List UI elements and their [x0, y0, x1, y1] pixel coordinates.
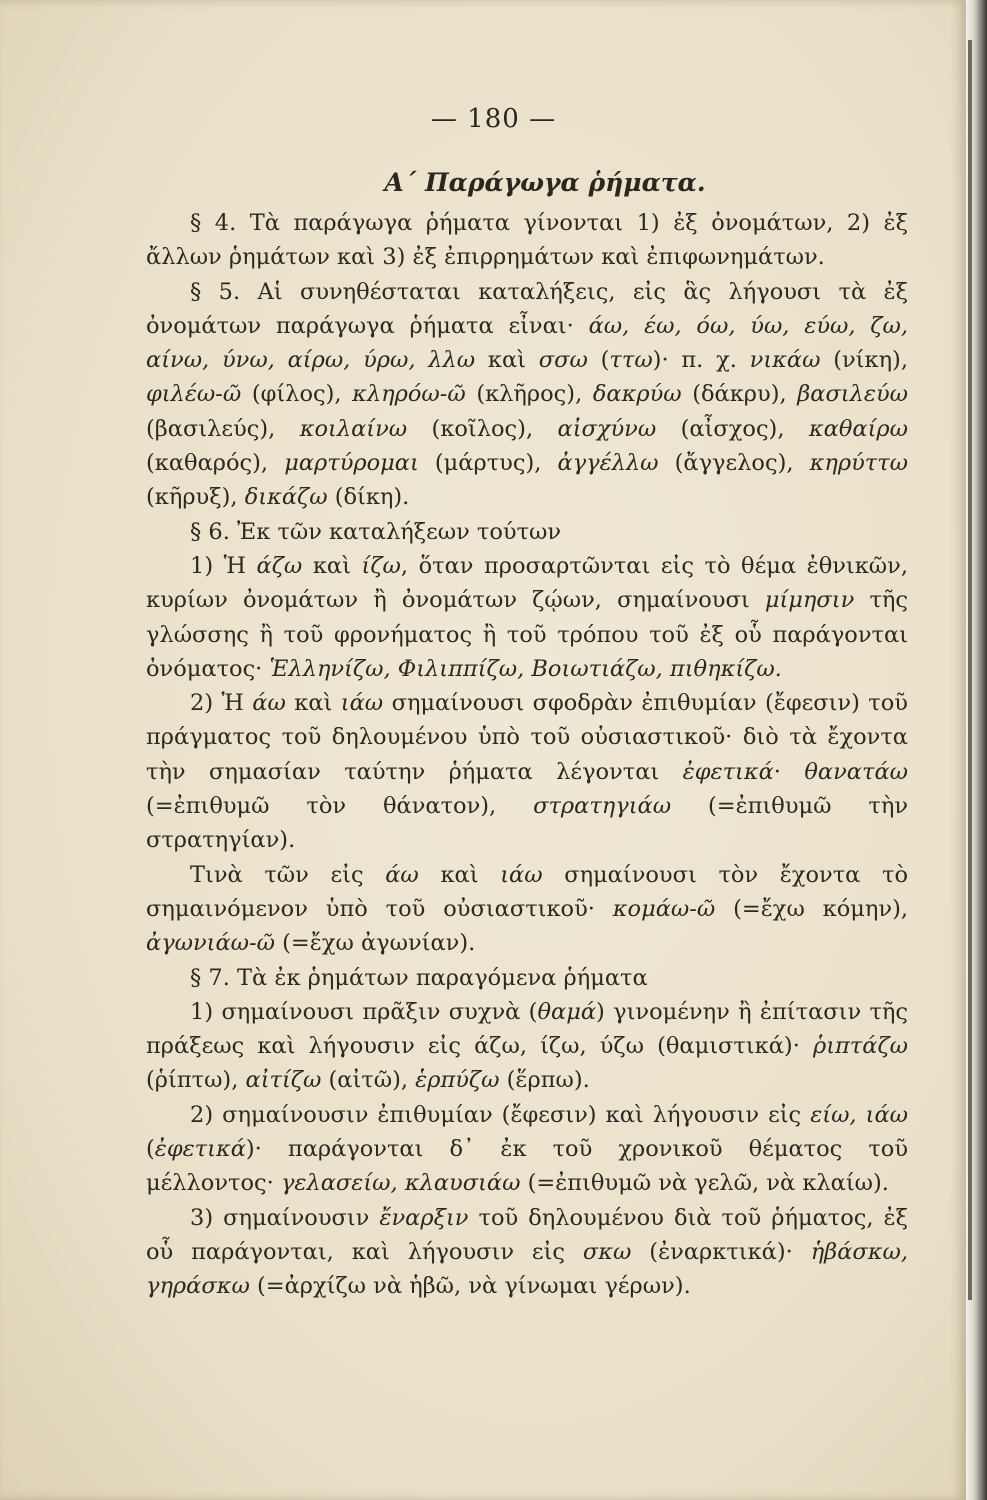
italic-term: δικάζω	[244, 484, 328, 511]
binding-edge	[968, 40, 972, 1300]
italic-term: φιλέω-ῶ	[146, 381, 242, 408]
italic-term: άω	[252, 690, 286, 717]
text-run: καὶ	[475, 347, 539, 374]
text-run: (νίκη),	[820, 347, 908, 374]
text-run: (κλῆρος),	[465, 381, 593, 408]
italic-term: άζω	[256, 552, 303, 579]
text-run: (κῆρυξ),	[146, 484, 245, 511]
text-run: (ῥίπτω),	[146, 1067, 246, 1094]
paragraph-s7-1	[146, 995, 908, 1098]
text-run: ·	[773, 758, 805, 785]
text-run: (=ἀρχίζω νὰ ἡβῶ, νὰ γίνωμαι γέρων).	[249, 1273, 691, 1300]
italic-term: στρατηγιάω	[533, 793, 672, 820]
text-run: τῆς γλώσσης ἢ τοῦ φρονήματος ἢ τοῦ τρόπου τοῦ ἐξ οὗ παράγονται ὀνόματος·	[146, 587, 909, 682]
text-run: 1) Ἡ	[190, 552, 257, 579]
paragraph-s6-1	[146, 549, 908, 686]
text-run: ) γινομένην ἢ ἐπίτασιν τῆς πράξεως καὶ λήγουσιν εἰς άζω, ίζω, ύζω (θαμιστικά)·	[146, 998, 908, 1060]
text-run: τοῦ δηλουμένου διὰ τοῦ ῥήματος, ἐξ οὗ παράγονται, καὶ λήγουσιν εἰς	[146, 1204, 909, 1265]
paragraph-s6-2-cont	[146, 858, 908, 961]
italic-term: κοιλαίνω	[299, 415, 408, 442]
italic-term: ἑρπύζω	[415, 1067, 500, 1094]
italic-term: ιάω	[500, 861, 543, 888]
italic-term: νικάω	[749, 347, 821, 374]
italic-term: μαρτύρομαι	[284, 450, 419, 477]
paragraph-s6-2	[146, 686, 908, 857]
italic-term: ἀγωνιάω-ῶ	[146, 930, 275, 957]
text-run: )· π. χ.	[652, 347, 750, 374]
italic-term: ἡβάσκω, γηράσκω	[146, 1238, 908, 1300]
italic-term: ιάω	[340, 690, 384, 717]
italic-term: βασιλεύω	[797, 381, 908, 408]
italic-term: θαμά	[537, 998, 597, 1025]
italic-term: ίζω	[361, 552, 401, 579]
page-number: — 180 —	[430, 104, 557, 134]
text-run: (	[587, 347, 610, 374]
text-run: (βασιλεύς),	[146, 415, 300, 442]
text-run: 1) σημαίνουσι πρᾶξιν συχνὰ (	[190, 998, 538, 1025]
text-run: (=ἐπιθυμῶ τὴν στρατηγίαν).	[146, 793, 908, 854]
italic-term: καθαίρω	[808, 415, 908, 442]
text-run: § 5. Αἱ συνηθέσταται καταλήξεις, εἰς ἃς λήγουσι τὰ ἐξ ὀνομάτων παράγωγα ῥήματα εἶναι·	[146, 278, 908, 339]
paragraph-s7-2	[146, 1098, 908, 1201]
text-run: (κοῖλος),	[407, 415, 558, 442]
paragraph-s6	[146, 515, 908, 549]
paragraph-s7-3	[146, 1201, 908, 1304]
text-run: σημαίνουσι σφοδρὰν ἐπιθυμίαν (ἔφεσιν) τοῦ πράγματος τοῦ δηλουμένου ὑπὸ τοῦ οὐσιαστικοῦ· διὸ τὰ ἔχοντα τὴν σημασίαν ταύτην ῥήματα λέγονται	[146, 690, 908, 785]
text-run: , ὅταν προσαρτῶνται εἰς τὸ θέμα ἐθνικῶν, κυρίων ὀνομάτων ἢ ὀνομάτων ζῴων, σημαίνουσι	[146, 552, 908, 614]
text-run: (=ἐπιθυμῶ νὰ γελῶ, νὰ κλαίω).	[520, 1170, 889, 1197]
paragraph-s5	[146, 275, 908, 515]
italic-term: αἰσχύνω	[557, 415, 657, 442]
text-run: 3) σημαίνουσιν	[190, 1204, 380, 1231]
italic-term: γελασείω, κλαυσιάω	[280, 1170, 521, 1197]
text-run: (ἄγγελος),	[658, 450, 810, 477]
italic-term: ἐφετικά	[682, 758, 774, 785]
text-run: (αἰτῶ),	[321, 1067, 416, 1094]
text-run: σημαίνουσι τὸν ἔχοντα τὸ σημαινόμενον ὑπὸ τοῦ οὐσιαστικοῦ·	[146, 861, 908, 922]
italic-term: κληρόω-ῶ	[352, 381, 466, 408]
italic-term: ἔναρξιν	[379, 1204, 469, 1231]
italic-term: Ἑλληνίζω, Φιλιππίζω, Βοιωτιάζω, πιθηκίζω.	[269, 655, 782, 682]
text-run: (	[146, 1136, 155, 1163]
text-run: (δίκη).	[327, 484, 410, 511]
text-run: )· παράγονται δ᾽ ἐκ τοῦ χρονικοῦ θέματος τοῦ μέλλοντος·	[146, 1136, 908, 1197]
text-run: Τινὰ τῶν εἰς	[190, 861, 386, 888]
body-text	[146, 206, 908, 1304]
italic-term: μίμησιν	[764, 587, 855, 614]
paragraph-s7	[146, 961, 908, 995]
text-run: (=ἔχω κόμην),	[715, 895, 909, 922]
text-run: (αἶσχος),	[656, 415, 809, 442]
text-run: (=ἔχω ἀγωνίαν).	[274, 930, 476, 957]
italic-term: αἰτίζω	[245, 1067, 322, 1094]
text-run: 2) Ἡ	[190, 690, 253, 717]
italic-term: ἀγγέλλω	[557, 450, 659, 477]
text-run: (μάρτυς),	[418, 450, 558, 477]
italic-term: δακρύω	[592, 381, 682, 408]
italic-term: είω, ιάω	[810, 1101, 908, 1128]
text-run: (φίλος),	[241, 381, 353, 408]
text-run: (ἐναρκτικά)·	[631, 1238, 811, 1265]
italic-term: άω	[385, 861, 419, 888]
text-run: (ἕρπω).	[499, 1067, 590, 1094]
text-run: § 4. Τὰ παράγωγα ῥήματα γίνονται 1) ἐξ ὀνομάτων, 2) ἐξ ἄλλων ῥημάτων καὶ 3) ἐξ ἐπιρρημάτων καὶ ἐπιφωνημάτων.	[146, 210, 908, 271]
italic-term: σκω	[582, 1238, 632, 1265]
text-run: καὶ	[302, 552, 362, 579]
text-run: καὶ	[418, 861, 501, 888]
text-run: (=ἐπιθυμῶ τὸν θάνατον),	[146, 793, 534, 820]
italic-term: σσω	[538, 347, 588, 374]
italic-term: θανατάω	[804, 758, 908, 785]
text-run: § 7. Τὰ ἐκ ῥημάτων παραγόμενα ῥήματα	[190, 964, 648, 991]
text-run: (καθαρός),	[146, 450, 285, 477]
italic-term: κηρύττω	[809, 450, 908, 477]
italic-term: κομάω-ῶ	[612, 895, 716, 922]
italic-term: άω, έω, όω, ύω, εύω, ζω, αίνω, ύνω, αίρω, ύρω, λλω	[146, 312, 908, 374]
italic-term: ἐφετικά	[154, 1136, 246, 1163]
paragraph-s4	[146, 206, 908, 275]
italic-term: ττω	[609, 347, 653, 374]
section-title: Α΄ Παράγωγα ῥήματα.	[384, 168, 706, 197]
text-run: καὶ	[285, 690, 341, 717]
text-run: (δάκρυ),	[681, 381, 798, 408]
text-run: 2) σημαίνουσιν ἐπιθυμίαν (ἔφεσιν) καὶ λήγουσιν εἰς	[190, 1101, 811, 1128]
italic-term: ῥιπτάζω	[812, 1033, 908, 1060]
text-run: § 6. Ἐκ τῶν καταλήξεων τούτων	[190, 518, 562, 545]
